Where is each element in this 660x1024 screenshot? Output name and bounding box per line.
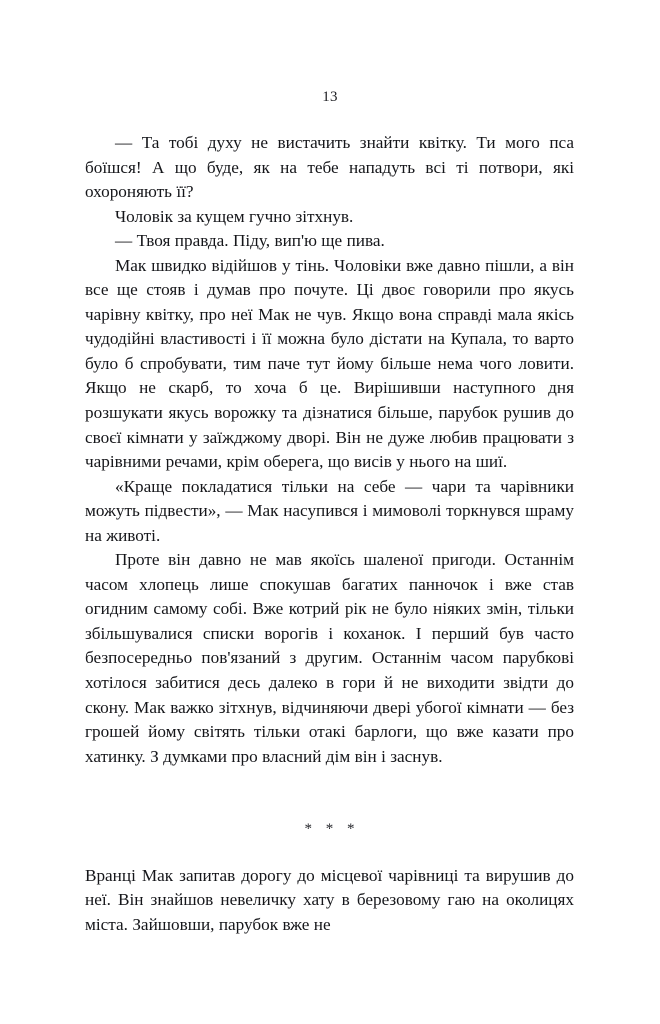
paragraph: Чоловік за кущем гучно зітхнув. <box>115 206 354 226</box>
paragraph: — Твоя правда. Піду, вип'ю ще пива. <box>115 231 385 251</box>
paragraph: Проте він давно не мав якоїсь шаленої пригоди. Останнім часом хлопець лише спокушав багатих панночок і вже став огидним самому собі. Вже котрий рік не було ніяких змін, тільки збільшувалися списки ворогів і коханок. І перший був часто безпосередньо пов'язаний з другим. Останнім часом парубкові хотілося забитися десь далеко в гори й не виходити звідти до скону. Мак важко зітхнув, відчиняючи двері убогої кімнати — без грошей йому світять тільки отакі барлоги, що вже казати про хатинку. З думками про власний дім він і заснув. <box>85 550 574 766</box>
divider-spacer-top <box>85 769 574 817</box>
text-block <box>85 131 574 937</box>
paragraph: «Краще покладатися тільки на себе — чари та чарівники можуть підвести», — Мак насупився і мимоволі торкнувся шраму на животі. <box>85 476 574 545</box>
paragraph: Мак швидко відійшов у тінь. Чоловіки вже давно пішли, а він все ще стояв і думав про почуте. Ці двоє говорили про якусь чарівну квітку, про неї Мак не чув. Якщо вона справді мала якісь чудодійні властивості і її можна було дістати на Купала, то варто було б спробувати, тим паче тут йому більше нема чого ловити. Якщо не скарб, то хоча б це. Вирішивши наступного дня розшукати якусь ворожку та дізнатися більше, парубок рушив до своєї кімнати у заїжджому дворі. Він не дуже любив працювати з чарівними речами, крім оберега, що висів у нього на шиї. <box>85 255 574 472</box>
section-break-asterisks: * * * <box>304 821 360 838</box>
page-number: 13 <box>322 89 338 105</box>
paragraph: — Та тобі духу не вистачить знайти квітку. Ти мого пса боїшся! А що буде, як на тебе нападуть всі ті потвори, які охороняють її? <box>85 133 574 202</box>
divider-spacer-bottom <box>85 842 574 864</box>
paragraph: Вранці Мак запитав дорогу до місцевої чарівниці та вирушив до неї. Він знайшов невеличку хату в березовому гаю на околицях міста. Зайшовши, парубок вже не <box>85 865 574 934</box>
